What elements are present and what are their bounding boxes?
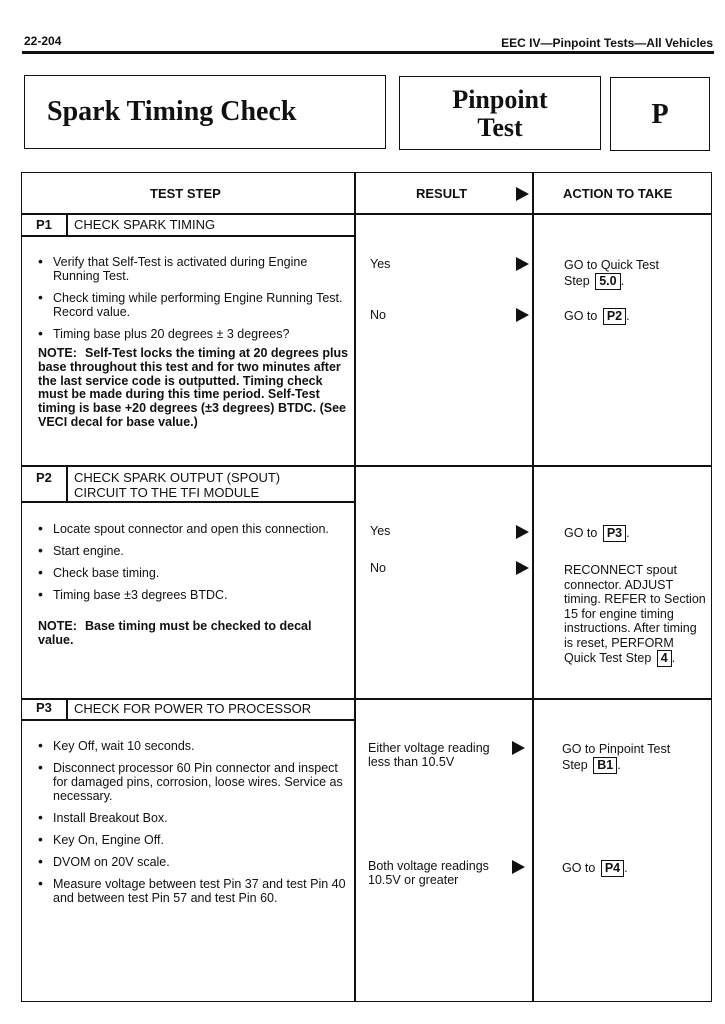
note-label: NOTE: bbox=[38, 619, 77, 633]
result-p1-yes: Yes bbox=[370, 257, 391, 271]
step-p3-bullets bbox=[38, 739, 350, 913]
step-p1-note bbox=[38, 347, 350, 430]
action-text: GO to Pinpoint Test Step bbox=[562, 742, 671, 772]
action-p3-low bbox=[562, 742, 692, 774]
list-item: • DVOM on 20V scale. bbox=[38, 855, 350, 869]
action-text: GO to Quick Test Step bbox=[564, 258, 659, 288]
step-row-rule bbox=[21, 465, 712, 467]
arrow-right-icon bbox=[516, 308, 529, 322]
step-title-rule bbox=[21, 235, 355, 237]
note-text bbox=[38, 347, 350, 430]
col-header-action: ACTION TO TAKE bbox=[563, 186, 673, 201]
step-p2-bullets bbox=[38, 522, 350, 610]
step-code-divider bbox=[66, 213, 68, 236]
col-header-test-step: TEST STEP bbox=[150, 186, 221, 201]
column-divider-1 bbox=[354, 172, 356, 1002]
action-suffix: . bbox=[620, 273, 625, 288]
header-row-rule bbox=[21, 213, 712, 215]
action-text: GO to bbox=[562, 861, 596, 875]
note-body: Self-Test locks the timing at 20 degrees plus base throughout this test and for two minutes after the last service code is outputted. Timing check must be made during this time period. Self-Test timing is base +20 degrees (±3 degrees) BTDC. (See VECI decal for base value.) bbox=[38, 346, 349, 429]
list-item: • Disconnect processor 60 Pin connector and inspect for damaged pins, corrosion, loose wires. Service as necessary. bbox=[38, 761, 350, 803]
list-item: • Timing base ±3 degrees BTDC. bbox=[38, 588, 350, 602]
list-item: • Key On, Engine Off. bbox=[38, 833, 350, 847]
list-item: • Locate spout connector and open this connection. bbox=[38, 522, 350, 536]
step-row-rule bbox=[21, 698, 712, 700]
list-item: • Install Breakout Box. bbox=[38, 811, 350, 825]
step-ref: P4 bbox=[601, 860, 624, 877]
step-p2-note bbox=[38, 620, 350, 648]
list-item: • Key Off, wait 10 seconds. bbox=[38, 739, 350, 753]
step-ref: B1 bbox=[593, 757, 617, 774]
note-body: Base timing must be checked to decal value. bbox=[38, 619, 312, 647]
step-code-p2: P2 bbox=[36, 470, 52, 485]
test-label: Test bbox=[477, 113, 523, 142]
step-ref: 4 bbox=[657, 650, 672, 667]
step-code-p1: P1 bbox=[36, 217, 52, 232]
action-suffix: . bbox=[617, 757, 621, 772]
result-p3-low: Either voltage reading less than 10.5V bbox=[368, 741, 490, 769]
action-text: RECONNECT spout connector. ADJUST timing. REFER to Section 15 for engine timing instructions. After timing is reset, PERFORM Quick Test Step bbox=[564, 563, 706, 665]
step-title-line: CIRCUIT TO THE TFI MODULE bbox=[74, 485, 260, 500]
step-code-divider bbox=[66, 465, 68, 502]
arrow-right-icon bbox=[516, 257, 529, 271]
arrow-right-icon bbox=[516, 187, 529, 201]
header-rule bbox=[22, 51, 714, 54]
result-p1-no: No bbox=[370, 308, 386, 322]
column-divider-2 bbox=[532, 172, 534, 1002]
list-item: • Check timing while performing Engine Running Test. Record value. bbox=[38, 291, 350, 319]
action-text: GO to bbox=[564, 526, 598, 540]
step-p1-bullets bbox=[38, 255, 350, 349]
action-text: GO to bbox=[564, 309, 598, 323]
note-text bbox=[38, 620, 350, 648]
action-suffix: . bbox=[626, 526, 630, 540]
test-letter-box: P bbox=[610, 77, 710, 151]
page-title: Spark Timing Check bbox=[47, 96, 297, 127]
step-ref: 5.0 bbox=[595, 273, 620, 290]
action-suffix: . bbox=[671, 651, 676, 665]
note-label: NOTE: bbox=[38, 346, 77, 360]
action-p3-ok bbox=[562, 860, 692, 877]
arrow-right-icon bbox=[512, 741, 525, 755]
list-item: • Start engine. bbox=[38, 544, 350, 558]
action-p2-no bbox=[564, 563, 706, 667]
list-item: • Verify that Self-Test is activated during Engine Running Test. bbox=[38, 255, 350, 283]
step-ref: P2 bbox=[603, 308, 626, 325]
action-suffix: . bbox=[626, 309, 630, 323]
page-number: 22-204 bbox=[24, 34, 62, 48]
list-item: • Check base timing. bbox=[38, 566, 350, 580]
title-box bbox=[24, 75, 386, 149]
arrow-right-icon bbox=[512, 860, 525, 874]
step-title-p3: CHECK FOR POWER TO PROCESSOR bbox=[74, 701, 312, 716]
action-p1-yes bbox=[564, 258, 684, 290]
list-item: • Measure voltage between test Pin 37 and test Pin 40 and between test Pin 57 and test Pin 60. bbox=[38, 877, 350, 905]
arrow-right-icon bbox=[516, 561, 529, 575]
result-p2-yes: Yes bbox=[370, 524, 391, 538]
step-title-rule bbox=[21, 719, 355, 721]
action-suffix: . bbox=[624, 861, 628, 875]
col-header-result: RESULT bbox=[416, 186, 468, 201]
step-code-divider bbox=[66, 698, 68, 720]
arrow-right-icon bbox=[516, 525, 529, 539]
step-title-rule bbox=[21, 501, 355, 503]
step-ref: P3 bbox=[603, 525, 626, 542]
pinpoint-label: Pinpoint bbox=[452, 85, 548, 114]
step-title-p1: CHECK SPARK TIMING bbox=[74, 217, 216, 232]
action-p1-no bbox=[564, 308, 704, 325]
running-title: EEC IV—Pinpoint Tests—All Vehicles bbox=[501, 36, 713, 50]
step-code-p3: P3 bbox=[36, 700, 52, 715]
step-title-p2 bbox=[74, 470, 280, 500]
pinpoint-test-box bbox=[399, 76, 601, 150]
action-p2-yes bbox=[564, 525, 704, 542]
result-p2-no: No bbox=[370, 561, 386, 575]
list-item: • Timing base plus 20 degrees ± 3 degrees? bbox=[38, 327, 350, 341]
step-title-line: CHECK SPARK OUTPUT (SPOUT) bbox=[74, 470, 281, 485]
result-p3-ok: Both voltage readings 10.5V or greater bbox=[368, 859, 489, 887]
